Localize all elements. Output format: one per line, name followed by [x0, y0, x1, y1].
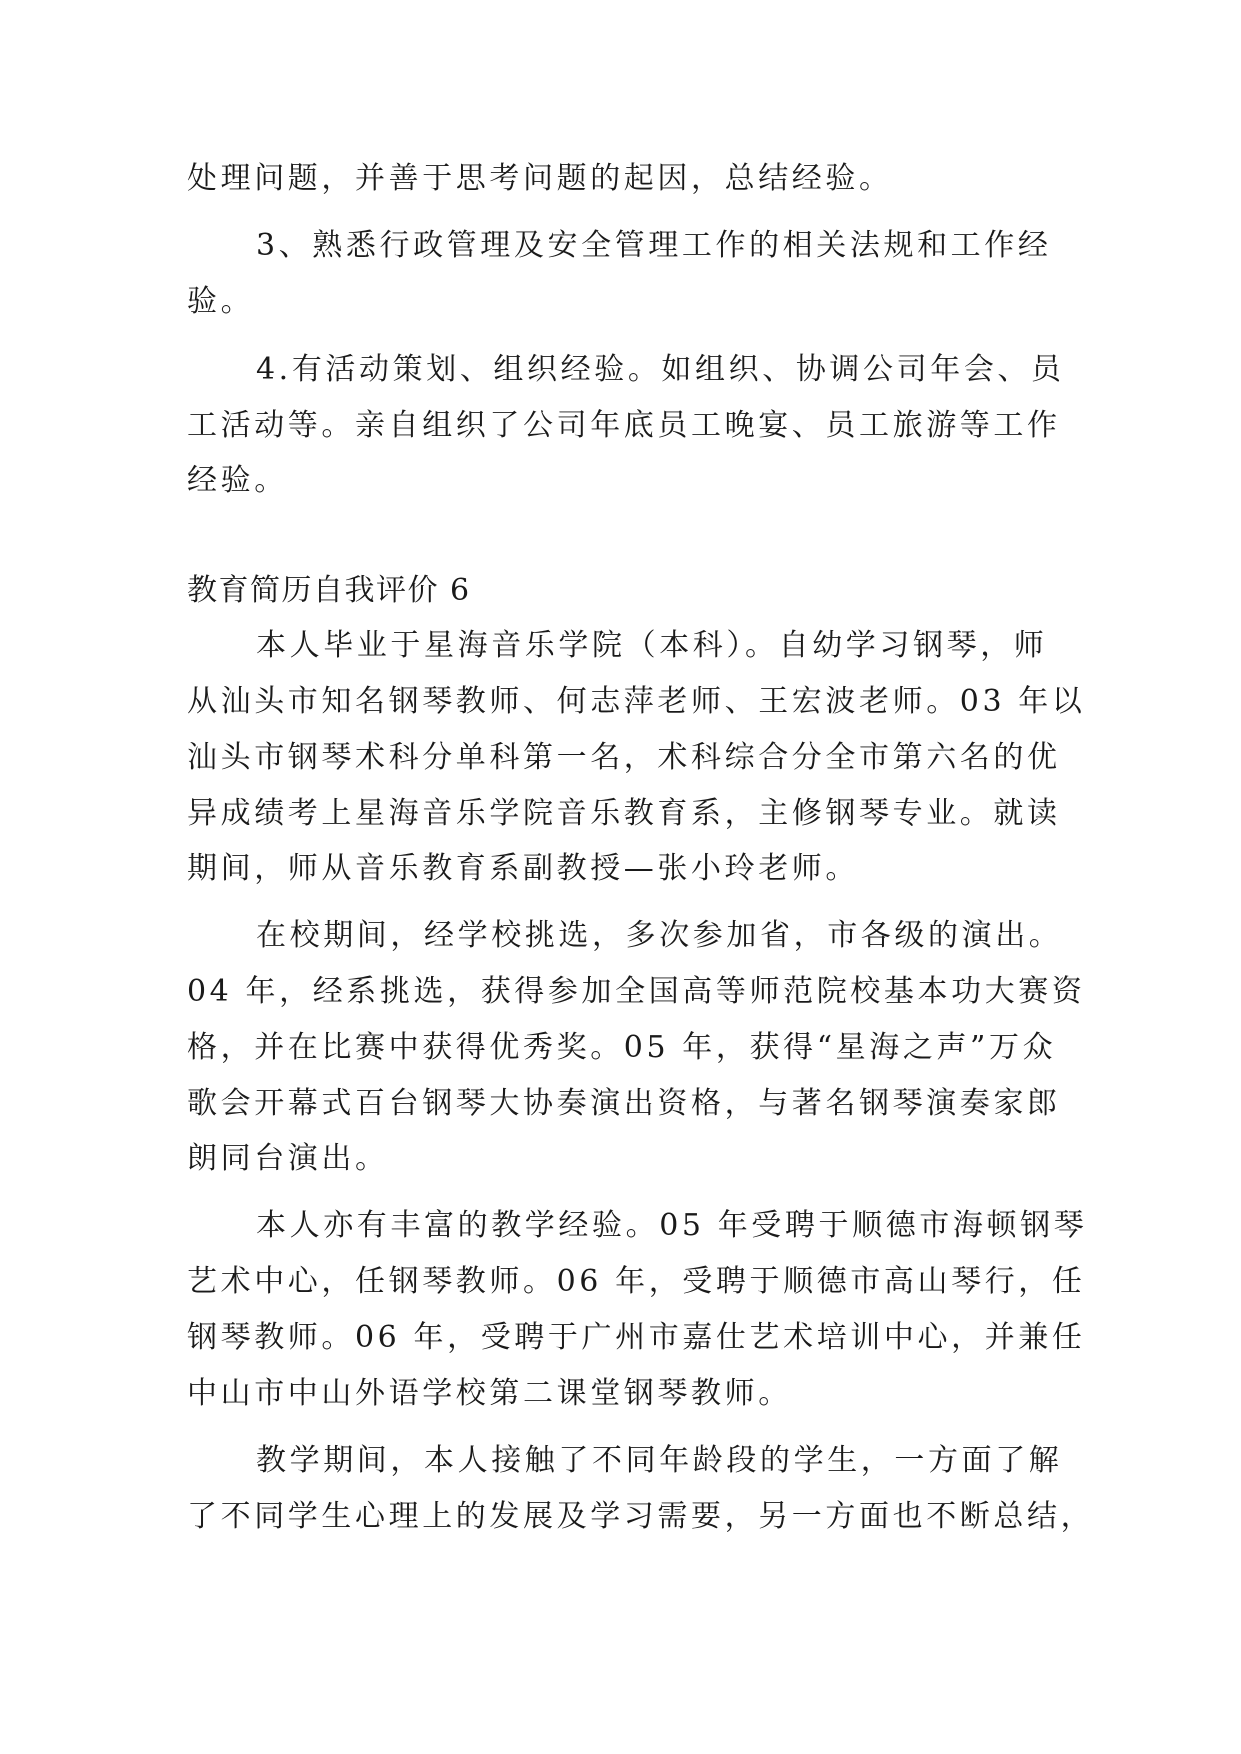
text-line: 本人亦有丰富的教学经验。05 年受聘于顺德市海顿钢琴: [256, 1208, 1088, 1243]
text-line: 工活动等。亲自组织了公司年底员工晚宴、员工旅游等工作: [187, 408, 1061, 443]
text-line: 钢琴教师。06 年，受聘于广州市嘉仕艺术培训中心，并兼任: [187, 1320, 1086, 1355]
text-line: 经验。: [187, 463, 288, 498]
text-line: 歌会开幕式百台钢琴大协奏演出资格，与著名钢琴演奏家郎: [187, 1086, 1061, 1121]
text-line: 处理问题，并善于思考问题的起因，总结经验。: [187, 161, 893, 196]
text-line: 4.有活动策划、组织经验。如组织、协调公司年会、员: [256, 352, 1065, 387]
text-line: 异成绩考上星海音乐学院音乐教育系，主修钢琴专业。就读: [187, 796, 1061, 831]
text-line: 汕头市钢琴术科分单科第一名，术科综合分全市第六名的优: [187, 740, 1061, 775]
text-line: 在校期间，经学校挑选，多次参加省，市各级的演出。: [256, 918, 1063, 953]
text-line: 期间，师从音乐教育系副教授—张小玲老师。: [187, 851, 859, 886]
text-line: 朗同台演出。: [187, 1141, 389, 1176]
text-line: 格，并在比赛中获得优秀奖。05 年，获得“星海之声”万众: [187, 1030, 1057, 1065]
text-line: 艺术中心，任钢琴教师。06 年，受聘于顺德市高山琴行，任: [187, 1264, 1086, 1299]
text-line: 3、熟悉行政管理及安全管理工作的相关法规和工作经: [256, 228, 1052, 263]
text-line: 中山市中山外语学校第二课堂钢琴教师。: [187, 1376, 792, 1411]
text-line: 本人毕业于星海音乐学院（本科）。自幼学习钢琴，师: [256, 628, 1048, 663]
text-line: 教学期间，本人接触了不同年龄段的学生，一方面了解: [256, 1443, 1063, 1478]
text-line: 从汕头市知名钢琴教师、何志萍老师、王宏波老师。03 年以: [187, 684, 1086, 719]
section-heading: 教育简历自我评价 6: [187, 573, 471, 608]
text-line: 验。: [187, 284, 255, 319]
text-line: 04 年，经系挑选，获得参加全国高等师范院校基本功大赛资: [187, 974, 1086, 1009]
text-line: 了不同学生心理上的发展及学习需要，另一方面也不断总结，: [187, 1499, 1095, 1534]
